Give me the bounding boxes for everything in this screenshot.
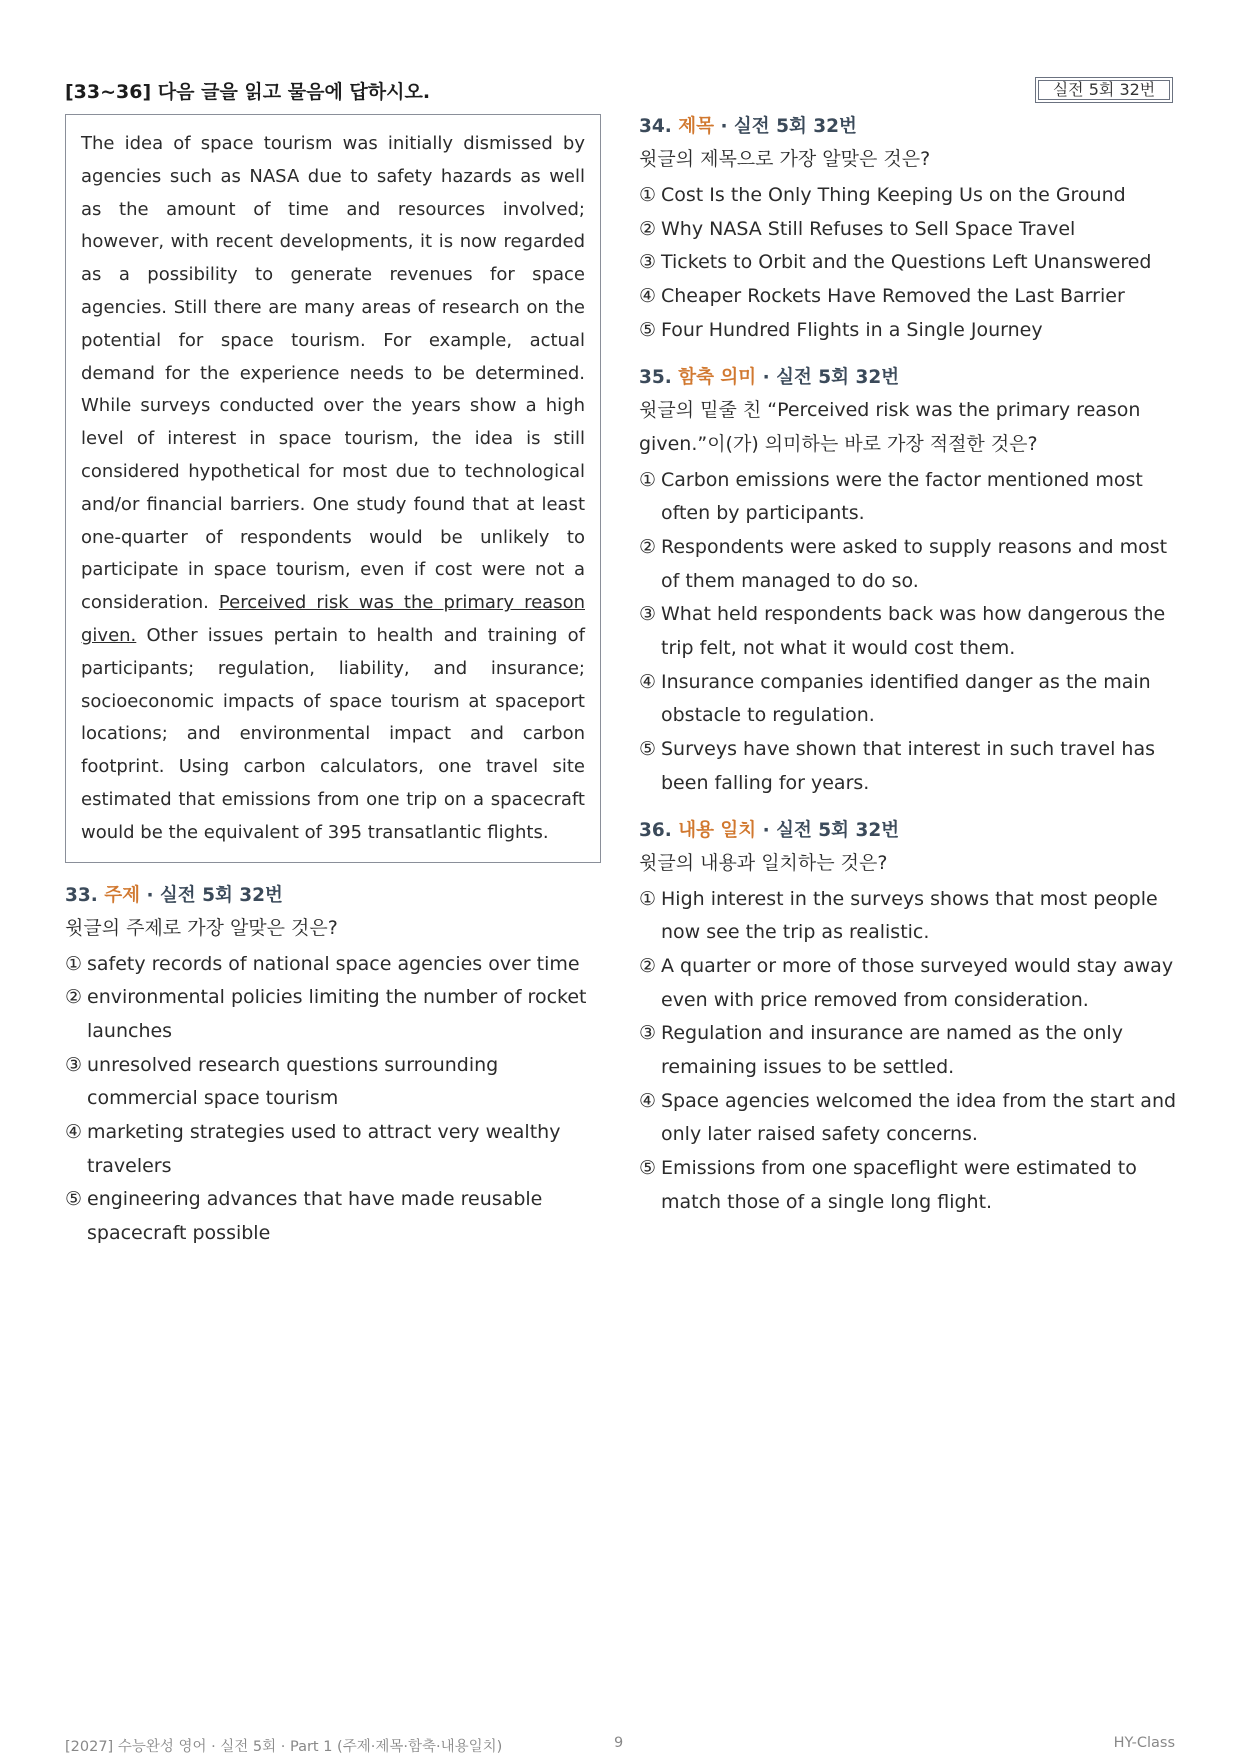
option-1[interactable]	[639, 883, 1179, 950]
question-source: 실전 5회 32번	[733, 116, 857, 137]
option-list	[639, 179, 1179, 348]
question-33-heading	[65, 881, 601, 911]
question-35-heading	[639, 363, 1179, 393]
option-5[interactable]	[639, 314, 1179, 348]
option-list	[639, 883, 1179, 1220]
question-number: 35.	[639, 366, 672, 388]
footer-publisher: HY-Class	[1113, 1735, 1175, 1751]
question-number: 36.	[639, 819, 672, 841]
option-4[interactable]	[65, 1116, 601, 1183]
option-mark: ②	[639, 217, 657, 240]
option-text: High interest in the surveys shows that most people now see the trip as realistic.	[661, 887, 1158, 944]
option-mark: ④	[65, 1121, 83, 1144]
option-2[interactable]	[639, 950, 1179, 1017]
option-mark: ⑤	[639, 738, 657, 761]
option-1[interactable]	[639, 464, 1179, 531]
question-number: 34.	[639, 116, 672, 137]
option-2[interactable]	[639, 531, 1179, 598]
question-35	[639, 363, 1179, 801]
option-text: What held respondents back was how dangerous the trip felt, not what it would cost them.	[661, 603, 1166, 660]
passage-after-underline: Other issues pertain to health and training of participants; regulation, liability, and insurance; socioeconomic impacts of space tourism at spaceport locations; and environmental impact and carbon footprint. Using carbon calculators, one travel site estimated that emissions from one trip on a spacecraft would be the equivalent of 395 transatlantic flights.	[81, 624, 585, 843]
question-source: 실전 5회 32번	[159, 884, 283, 906]
option-list	[65, 948, 601, 1251]
question-stem: 윗글의 주제로 가장 알맞은 것은?	[65, 916, 338, 939]
question-stem: 윗글의 밑줄 친 “Perceived risk was the primary reason given.”이(가) 의미하는 바로 가장 적절한 것은?	[639, 398, 1141, 455]
option-text: Respondents were asked to supply reasons and most of them managed to do so.	[661, 535, 1168, 592]
option-3[interactable]	[639, 598, 1179, 665]
option-mark: ③	[65, 1053, 83, 1076]
option-mark: ①	[65, 952, 83, 975]
instruction-heading: [33~36] 다음 글을 읽고 물음에 답하시오.	[65, 81, 431, 103]
option-mark: ④	[639, 1089, 657, 1112]
option-4[interactable]	[639, 280, 1179, 314]
option-3[interactable]	[65, 1049, 601, 1116]
right-column	[639, 112, 1179, 1220]
left-column	[65, 114, 601, 1251]
option-mark: ①	[639, 468, 657, 491]
separator-dot: ·	[762, 366, 770, 388]
question-36	[639, 816, 1179, 1220]
source-badge-label: 실전 5회 32번	[1038, 80, 1170, 100]
option-text: engineering advances that have made reusable spacecraft possible	[87, 1188, 543, 1245]
option-5[interactable]	[639, 1152, 1179, 1219]
question-number: 33.	[65, 884, 98, 906]
option-text: environmental policies limiting the number of rocket launches	[87, 986, 587, 1042]
question-stem: 윗글의 내용과 일치하는 것은?	[639, 851, 888, 874]
option-text: safety records of national space agencies over time	[87, 952, 580, 975]
separator-dot: ·	[762, 819, 770, 841]
separator-dot: ·	[720, 116, 728, 137]
option-mark: ③	[639, 603, 657, 626]
question-source: 실전 5회 32번	[776, 366, 900, 388]
option-mark: ②	[65, 986, 83, 1009]
separator-dot: ·	[146, 884, 154, 906]
passage-box	[65, 114, 601, 863]
passage-text	[81, 128, 585, 850]
option-text: Space agencies welcomed the idea from the start and only later raised safety concerns.	[661, 1089, 1177, 1146]
option-mark: ②	[639, 535, 657, 558]
option-text: Cheaper Rockets Have Removed the Last Barrier	[661, 285, 1125, 308]
option-text: Tickets to Orbit and the Questions Left Unanswered	[661, 251, 1152, 274]
option-5[interactable]	[65, 1183, 601, 1250]
option-text: unresolved research questions surrounding commercial space tourism	[87, 1053, 499, 1110]
passage-before-underline: The idea of space tourism was initially dismissed by agencies such as NASA due to safety hazards as well as the amount of time and resources involved; however, with recent developments, it is now regarded as a possibility to generate revenues for space agencies. Still there are many areas of research on the potential for space tourism. For example, actual demand for the experience needs to be determined. While surveys conducted over the years show a high level of interest in space tourism, the idea is still considered hypothetical for most due to technological and/or financial barriers. One study found that at least one-quarter of respondents would be unlikely to participate in space tourism, even if cost were not a consideration.	[81, 133, 585, 614]
option-mark: ④	[639, 670, 657, 693]
option-mark: ③	[639, 251, 657, 274]
question-34-heading	[639, 112, 1179, 142]
option-text: Surveys have shown that interest in such travel has been falling for years.	[661, 738, 1155, 794]
option-text: Emissions from one spaceflight were estimated to match those of a single long flight.	[661, 1157, 1137, 1213]
question-type: 내용 일치	[678, 819, 757, 841]
option-text: Insurance companies identified danger as the main obstacle to regulation.	[661, 670, 1151, 727]
option-3[interactable]	[639, 1017, 1179, 1084]
option-mark: ①	[639, 887, 657, 910]
option-4[interactable]	[639, 1085, 1179, 1152]
option-text: A quarter or more of those surveyed would stay away even with price removed from consideration.	[661, 954, 1174, 1011]
option-mark: ⑤	[639, 318, 657, 341]
question-type: 주제	[104, 884, 140, 906]
option-4[interactable]	[639, 666, 1179, 733]
option-3[interactable]	[639, 246, 1179, 280]
option-mark: ②	[639, 954, 657, 977]
option-1[interactable]	[65, 948, 601, 982]
source-badge	[1035, 77, 1173, 103]
question-type: 함축 의미	[678, 366, 757, 388]
option-mark: ④	[639, 285, 657, 308]
option-text: Carbon emissions were the factor mentioned most often by participants.	[661, 468, 1143, 525]
option-5[interactable]	[639, 733, 1179, 800]
option-1[interactable]	[639, 179, 1179, 213]
question-36-heading	[639, 816, 1179, 846]
option-text: Cost Is the Only Thing Keeping Us on the Ground	[661, 184, 1126, 206]
question-source: 실전 5회 32번	[776, 819, 900, 841]
option-text: Why NASA Still Refuses to Sell Space Travel	[661, 217, 1076, 240]
footer-book-title: [2027] 수능완성 영어 · 실전 5회 · Part 1 (주제·제목·함축·내용일치)	[65, 1739, 503, 1755]
option-text: Four Hundred Flights in a Single Journey	[661, 318, 1043, 341]
option-text: Regulation and insurance are named as the only remaining issues to be settled.	[661, 1022, 1123, 1079]
question-34	[639, 112, 1179, 348]
option-2[interactable]	[65, 981, 601, 1048]
question-stem: 윗글의 제목으로 가장 알맞은 것은?	[639, 148, 931, 170]
option-text: marketing strategies used to attract very wealthy travelers	[87, 1121, 561, 1177]
passage-underlined-sentence: Perceived risk was the primary reason given.	[81, 592, 585, 646]
question-type: 제목	[678, 116, 714, 137]
option-mark: ⑤	[639, 1157, 657, 1180]
option-2[interactable]	[639, 213, 1179, 247]
option-list	[639, 464, 1179, 801]
option-mark: ③	[639, 1022, 657, 1045]
footer-page-number: 9	[614, 1735, 624, 1751]
question-33	[65, 881, 601, 1251]
option-mark: ①	[639, 184, 657, 206]
option-mark: ⑤	[65, 1188, 83, 1211]
